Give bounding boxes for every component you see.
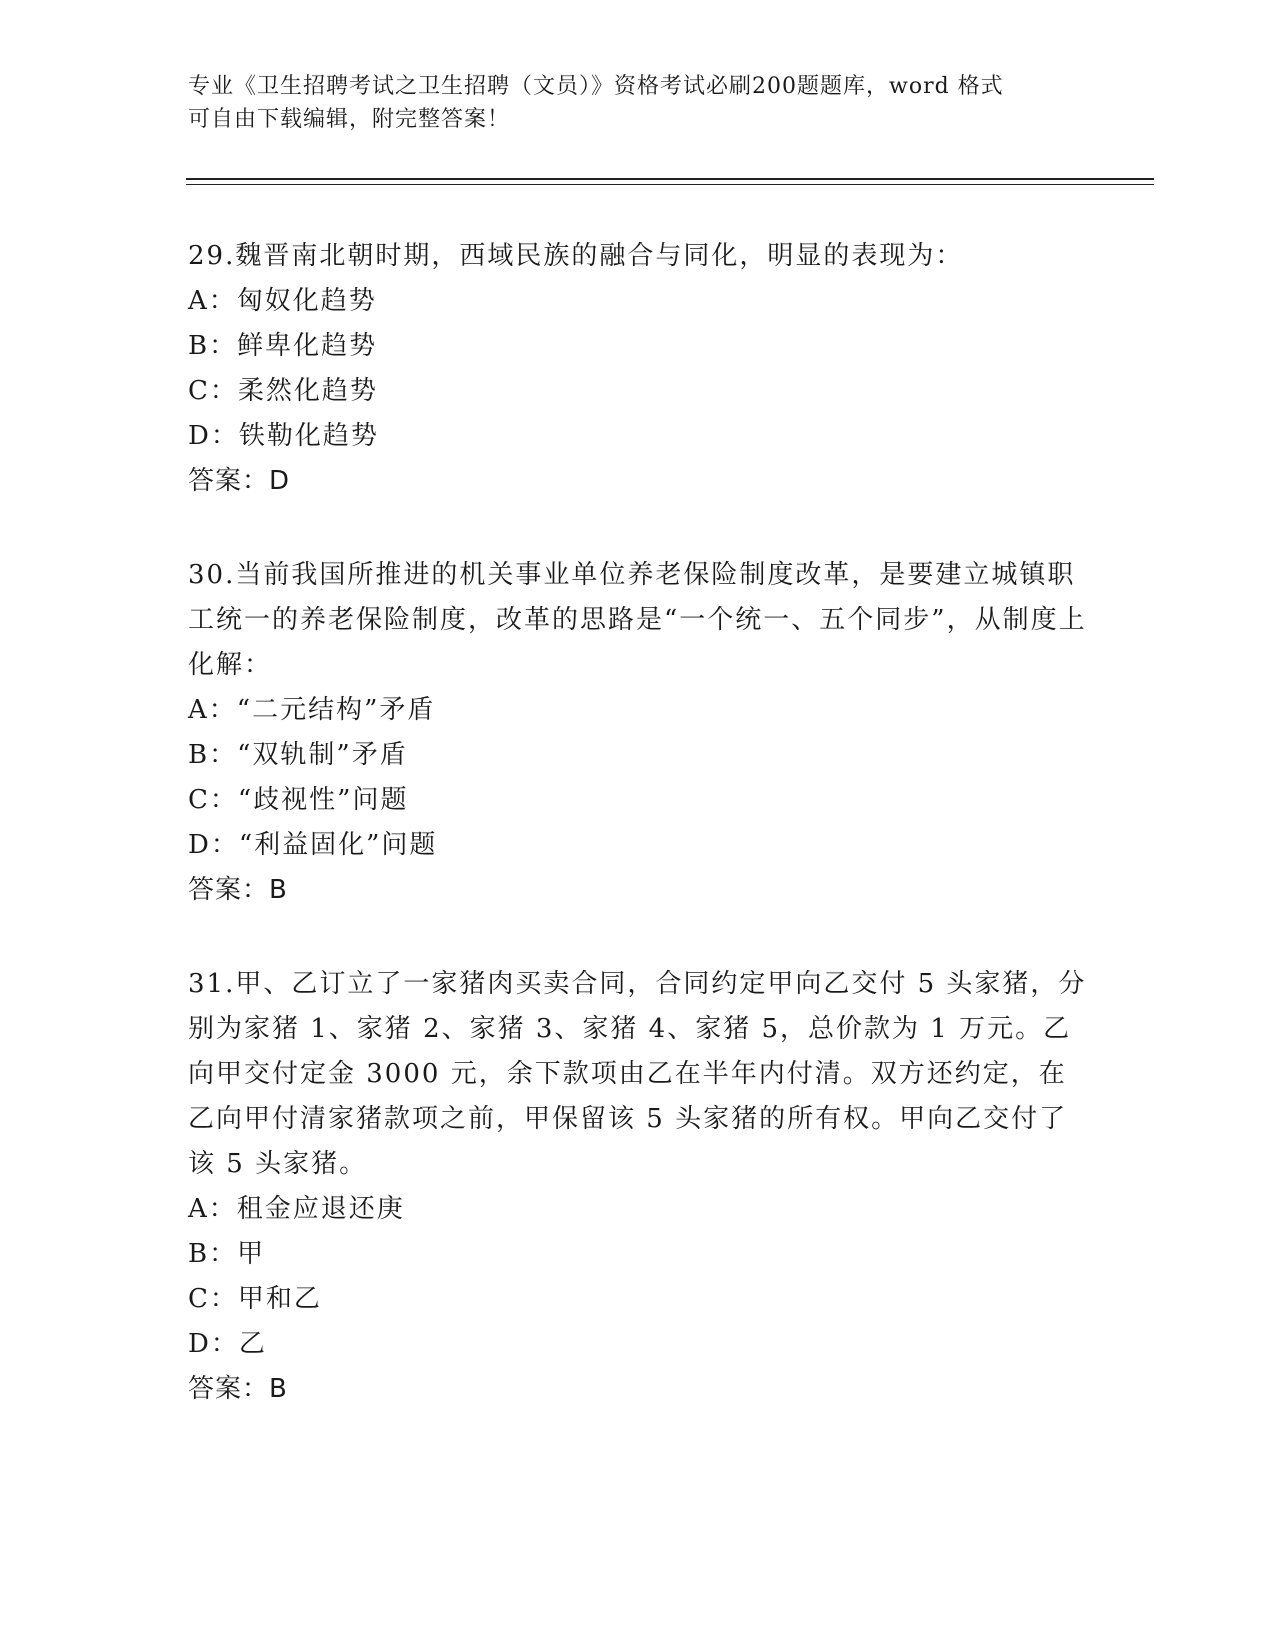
header-line-1: 专业《卫生招聘考试之卫生招聘（文员）》资格考试必刷200题题库，word 格式 xyxy=(188,74,1004,99)
option-a: A：租金应退还庚 xyxy=(188,1194,405,1224)
option-b: B：“双轨制”矛盾 xyxy=(188,740,408,770)
document-header xyxy=(188,70,1088,136)
answer: 答案：B xyxy=(188,875,288,905)
option-a: A：“二元结构”矛盾 xyxy=(188,695,436,725)
option-d: D：铁勒化趋势 xyxy=(188,421,379,451)
header-line-2: 可自由下载编辑，附完整答案！ xyxy=(188,107,511,132)
option-a: A：匈奴化趋势 xyxy=(188,286,377,316)
option-d: D：“利益固化”问题 xyxy=(188,830,438,860)
option-b: B：鲜卑化趋势 xyxy=(188,331,378,361)
header-divider-thin xyxy=(186,184,1154,185)
answer: 答案：B xyxy=(188,1374,288,1404)
option-b: B：甲 xyxy=(188,1239,266,1269)
option-c: C：“歧视性”问题 xyxy=(188,785,409,815)
question-31 xyxy=(188,962,1088,1412)
question-30 xyxy=(188,553,1088,913)
question-stem: 30.当前我国所推进的机关事业单位养老保险制度改革，是要建立城镇职工统一的养老保险制度，改革的思路是“一个统一、五个同步”，从制度上化解： xyxy=(188,560,1087,680)
question-29 xyxy=(188,234,1088,504)
option-c: C：甲和乙 xyxy=(188,1284,322,1314)
header-divider-thick xyxy=(186,178,1154,180)
question-stem: 31.甲、乙订立了一家猪肉买卖合同，合同约定甲向乙交付 5 头家猪，分别为家猪 1、家猪 2、家猪 3、家猪 4、家猪 5，总价款为 1 万元。乙向甲交付定金 3000 元，余下款项由乙在半年内付清。双方还约定，在乙向甲付清家猪款项之前，甲保留该 5 头家猪的所有权。甲向乙交付了该 5 头家猪。 xyxy=(188,969,1087,1179)
question-stem: 29.魏晋南北朝时期，西域民族的融合与同化，明显的表现为： xyxy=(188,241,964,271)
option-c: C：柔然化趋势 xyxy=(188,376,378,406)
answer: 答案：D xyxy=(188,466,291,496)
option-d: D：乙 xyxy=(188,1329,267,1359)
